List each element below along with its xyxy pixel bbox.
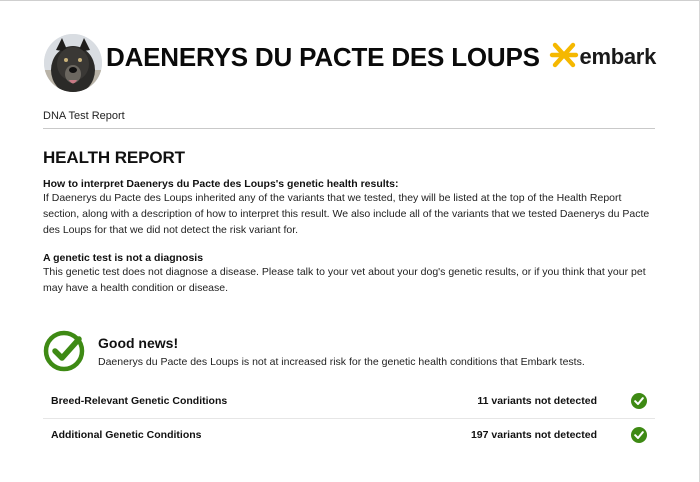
report-header [44,34,656,94]
interpret-line: des Loups for that we did not detect the risk variant for. [43,224,299,236]
embark-x-logo-icon [549,40,579,70]
embark-wordmark: embark [579,44,656,69]
interpret-line: section, along with a description of how to interpret this result. We also include all of the variants that we tested Daenerys du Pacte [43,208,650,220]
good-news-text: Daenerys du Pacte des Loups is not at increased risk for the genetic health conditions that Embark tests. [98,356,585,368]
embark-logo [549,38,656,72]
good-news-banner [43,328,655,376]
condition-row-additional[interactable] [43,419,655,453]
page-top-border [0,0,700,1]
dog-name-title: DAENERYS DU PACTE DES LOUPS [106,42,540,72]
diagnosis-paragraph [43,264,663,296]
header-divider [43,128,655,129]
check-circle-icon [631,427,647,443]
interpret-line: If Daenerys du Pacte des Loups inherited any of the variants that we tested, they will be listed at the top of the Health Report [43,192,622,204]
interpret-paragraph [43,190,663,238]
condition-result: 11 variants not detected [477,395,597,407]
interpret-heading: How to interpret Daenerys du Pacte des Loups's genetic health results: [43,178,399,190]
condition-name: Breed-Relevant Genetic Conditions [51,395,228,407]
condition-name: Additional Genetic Conditions [51,429,202,441]
report-subtitle: DNA Test Report [43,110,125,122]
good-news-title: Good news! [98,335,179,351]
condition-row-breed-relevant[interactable] [43,385,655,419]
diagnosis-heading: A genetic test is not a diagnosis [43,252,204,264]
condition-result: 197 variants not detected [470,429,597,441]
diagnosis-line: may have a health condition or disease. [43,282,229,294]
dog-photo-icon [44,34,102,92]
check-circle-icon [43,330,85,372]
check-circle-icon [631,393,647,409]
dog-avatar [44,34,102,92]
diagnosis-line: This genetic test does not diagnose a disease. Please talk to your vet about your dog's genetic results, or if you think that your pet [43,266,646,278]
health-report-title: HEALTH REPORT [43,148,185,167]
